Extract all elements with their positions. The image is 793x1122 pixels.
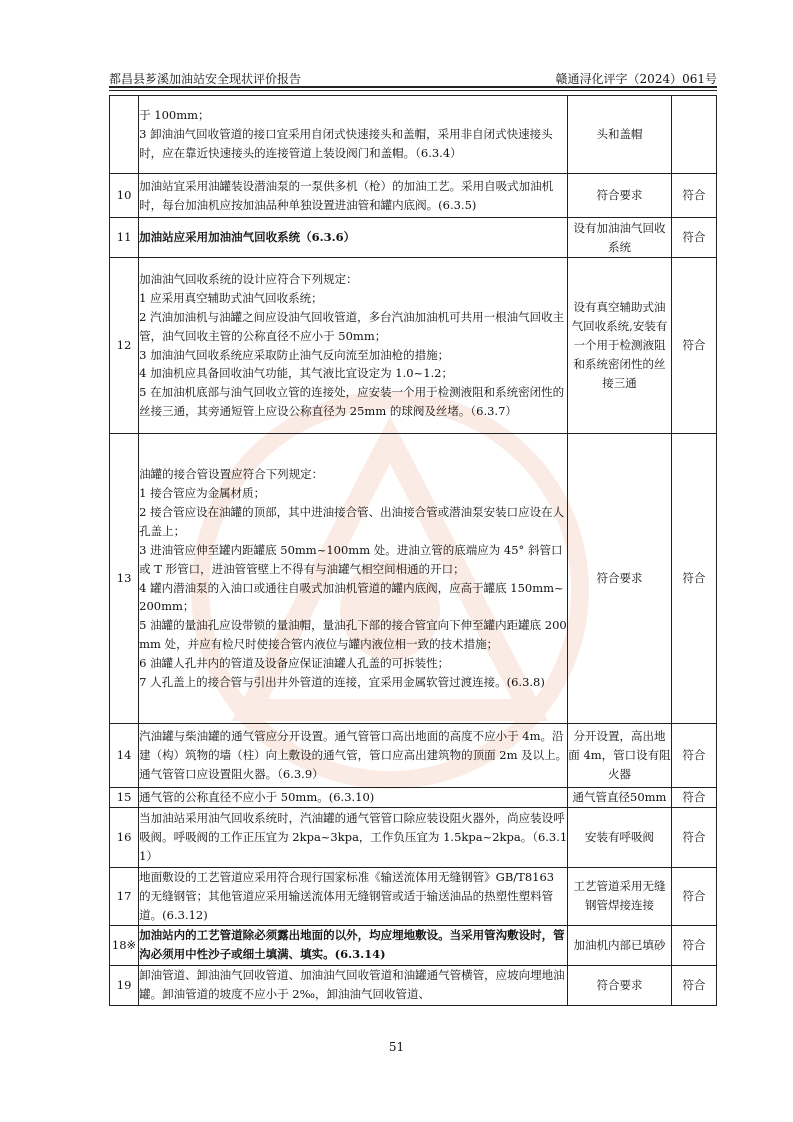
- header-rule-thick: [109, 86, 717, 88]
- conclusion: 符合: [671, 258, 716, 434]
- table-row: [110, 925, 717, 965]
- requirement-text: [139, 434, 568, 724]
- item-number: 12: [110, 258, 139, 434]
- actual-status: 符合要求: [568, 965, 672, 1005]
- conclusion: 符合: [671, 434, 716, 724]
- requirement-text: [139, 868, 568, 926]
- requirement-line: 3 卸油油气回收管道的接口宜采用自闭式快速接头和盖帽，采用非自闭式快速接头时，应在靠近快速接头的连接管道上装设阀门和盖帽。（6.3.4）: [139, 127, 553, 160]
- requirement-line: 加油油气回收系统的设计应符合下列规定：: [139, 271, 358, 286]
- actual-status: 加油机内部已填砂: [568, 925, 672, 965]
- table-row: [110, 724, 717, 788]
- requirement-line: 当加油站采用油气回收系统时，汽油罐的通气管管口除应装设阻火器外，尚应装设呼吸阀。呼吸阀的工作正压宜为 2kpa~3kpa，工作负压宜为 1.5kpa~2kpa。（6.3.11）: [139, 811, 568, 863]
- requirement-line: 2 汽油加油机与油罐之间应设油气回收管道，多台汽油加油机可共用一根油气回收主管，油气回收主管的公称直径不应小于 50mm；: [139, 309, 565, 343]
- conclusion: 符合: [671, 925, 716, 965]
- table-row: [110, 965, 717, 1005]
- conclusion: 符合: [671, 724, 716, 788]
- table-row: [110, 96, 717, 174]
- conclusion: 符合: [671, 965, 716, 1005]
- table-row: [110, 434, 717, 724]
- table-row: [110, 788, 717, 808]
- requirement-line: 3 加油油气回收系统应采取防止油气反向流至加油枪的措施；: [139, 347, 450, 362]
- actual-status: 符合要求: [568, 174, 672, 218]
- requirement-text: [139, 218, 568, 258]
- requirement-text: [139, 724, 568, 788]
- conclusion: 符合: [671, 218, 716, 258]
- report-title: 都昌县芗溪加油站安全现状评价报告: [109, 72, 302, 86]
- requirement-line: 加油站宜采用油罐装设潜油泵的一泵供多机（枪）的加油工艺。采用自吸式加油机时，每台加油机应按加油品种单独设置进油管和罐内底阀。(6.3.5): [139, 178, 554, 212]
- page-number: 51: [388, 1040, 405, 1054]
- report-number: 赣通浔化评字（2024）061号: [555, 72, 717, 86]
- actual-status: 分开设置，高出地面 4m，管口设有阻火器: [568, 724, 672, 788]
- item-number: 15: [110, 788, 139, 808]
- requirement-text: [139, 174, 568, 218]
- item-number: 19: [110, 965, 139, 1005]
- item-number: 10: [110, 174, 139, 218]
- requirement-line: 5 在加油机底部与油气回收立管的连接处，应安装一个用于检测液阻和系统密闭性的丝接三通，其旁通短管上应设公称直径为 25mm 的球阀及丝堵。（6.3.7）: [139, 385, 565, 419]
- requirement-line: 6 油罐人孔井内的管道及设备应保证油罐人孔盖的可拆装性；: [139, 656, 450, 671]
- requirement-line: 7 人孔盖上的接合管与引出井外管道的连接，宜采用金属软管过渡连接。(6.3.8): [139, 675, 545, 690]
- header-rule-thin: [109, 90, 717, 91]
- item-number: 14: [110, 724, 139, 788]
- requirement-line: 地面敷设的工艺管道应采用符合现行国家标准《输送流体用无缝钢管》GB/T8163 的无缝钢管；其他管道应采用输送流体用无缝钢管或适于输送油品的热塑性塑料管道。(6.3.12): [139, 870, 555, 922]
- requirement-line: 3 进油管应伸至罐内距罐底 50mm~100mm 处。进油立管的底端应为 45° 斜管口或 T 形管口，进油管管壁上不得有与油罐气相空间相通的开口；: [139, 542, 563, 576]
- table-row: [110, 868, 717, 926]
- actual-status: 设有真空辅助式油气回收系统,安装有一个用于检测液阻和系统密闭性的丝接三通: [568, 258, 672, 434]
- requirement-line: 加油站内的工艺管道除必须露出地面的以外，均应埋地敷设。当采用管沟敷设时，管沟必须用中性沙子或细土填满、填实。(6.3.14): [139, 928, 565, 962]
- actual-status: 通气管直径50mm: [568, 788, 672, 808]
- evaluation-table: [109, 95, 717, 1006]
- table-row: [110, 808, 717, 868]
- conclusion: 符合: [671, 868, 716, 926]
- requirement-line: 4 加油机应具备回收油气功能，其气液比宜设定为 1.0~1.2；: [139, 366, 453, 381]
- actual-status: 安装有呼吸阀: [568, 808, 672, 868]
- item-number: 17: [110, 868, 139, 926]
- requirement-text: [139, 965, 568, 1005]
- table-row: [110, 218, 717, 258]
- requirement-line: 1 接合管应为金属材质；: [139, 485, 266, 500]
- item-number: 11: [110, 218, 139, 258]
- requirement-line: 汽油罐与柴油罐的通气管应分开设置。通气管管口高出地面的高度不应小于 4m。沿建（构）筑物的墙（柱）向上敷设的通气管，管口应高出建筑物的顶面 2m 及以上。通气管管口应设置阻火器。（6.3.9）: [139, 729, 568, 781]
- table-row: [110, 174, 717, 218]
- actual-status: 符合要求: [568, 434, 672, 724]
- actual-status: 头和盖帽: [568, 96, 672, 174]
- requirement-line: 加油站应采用加油油气回收系统（6.3.6）: [139, 230, 356, 245]
- requirement-text: [139, 925, 568, 965]
- requirement-line: 4 罐内潜油泵的入油口或通往自吸式加油机管道的罐内底阀，应高于罐底 150mm~200mm；: [139, 580, 564, 614]
- requirement-text: [139, 788, 568, 808]
- table-row: [110, 258, 717, 434]
- requirement-line: 通气管的公称直径不应小于 50mm。(6.3.10): [139, 790, 375, 805]
- requirement-line: 油罐的接合管设置应符合下列规定：: [139, 467, 324, 482]
- item-number: 18※: [110, 925, 139, 965]
- requirement-line: 5 油罐的量油孔应设带锁的量油帽，量油孔下部的接合管宜向下伸至罐内距罐底 200mm 处，并应有检尺时使接合管内液位与罐内液位相一致的技术措施；: [139, 618, 567, 652]
- requirement-text: [139, 258, 568, 434]
- item-number: 16: [110, 808, 139, 868]
- requirement-line: 卸油管道、卸油油气回收管道、加油油气回收管道和油罐通气管横管，应坡向埋地油罐。卸油管道的坡度不应小于 2‰，卸油油气回收管道、: [139, 968, 565, 1002]
- requirement-text: [139, 808, 568, 868]
- requirement-line: 于 100mm；: [139, 108, 210, 123]
- actual-status: 工艺管道采用无缝钢管焊接连接: [568, 868, 672, 926]
- actual-status: 设有加油油气回收系统: [568, 218, 672, 258]
- requirement-line: 2 接合管应设在油罐的顶部，其中进油接合管、出油接合管或潜油泵安装口应设在人孔盖上；: [139, 504, 565, 538]
- conclusion: [671, 96, 716, 174]
- item-number: [110, 96, 139, 174]
- conclusion: 符合: [671, 788, 716, 808]
- conclusion: 符合: [671, 174, 716, 218]
- item-number: 13: [110, 434, 139, 724]
- requirement-text: [139, 96, 568, 174]
- requirement-line: 1 应采用真空辅助式油气回收系统；: [139, 290, 323, 305]
- conclusion: 符合: [671, 808, 716, 868]
